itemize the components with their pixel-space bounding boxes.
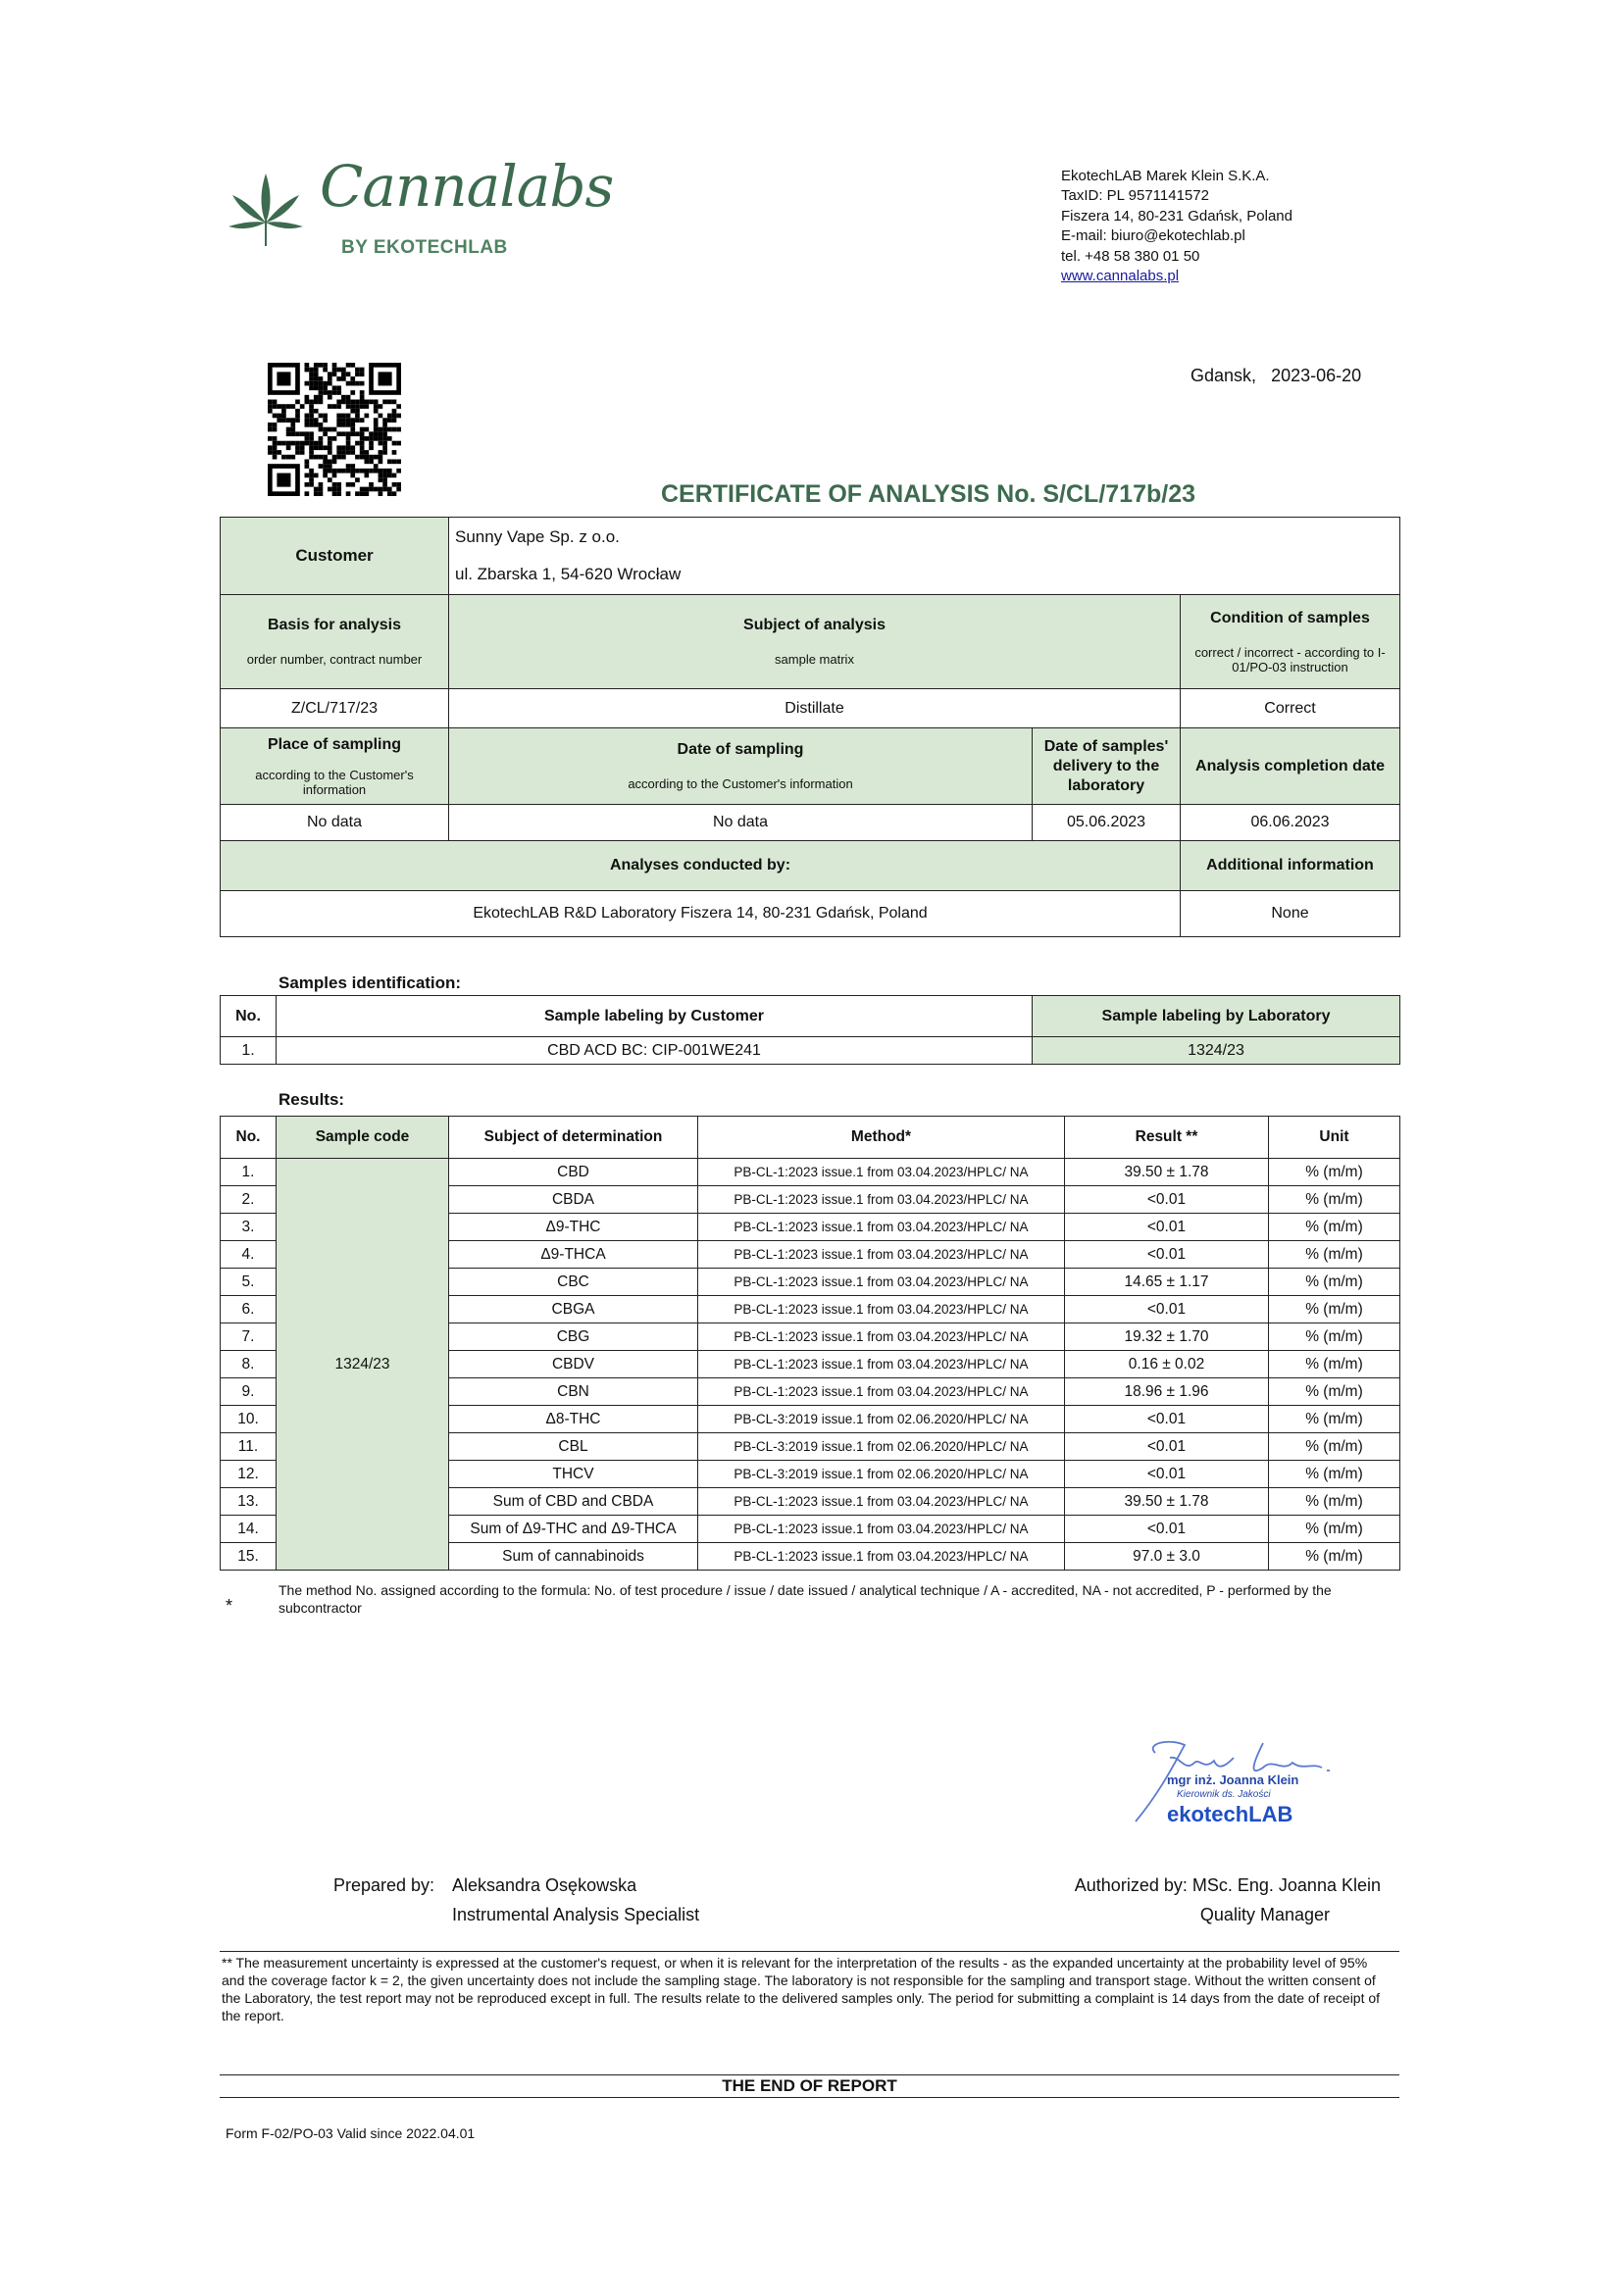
authorized-name: MSc. Eng. Joanna Klein	[1191, 1875, 1381, 1895]
completion-label: Analysis completion date	[1181, 728, 1400, 805]
company-tax-id: TaxID: PL 9571141572	[1061, 187, 1209, 205]
condition-value: Correct	[1181, 689, 1400, 728]
basis-sub: order number, contract number	[246, 652, 423, 667]
place-header	[221, 728, 449, 805]
result-value: <0.01	[1065, 1461, 1269, 1488]
result-subject: CBG	[449, 1323, 698, 1351]
result-unit: % (m/m)	[1269, 1351, 1400, 1378]
results-header-sample-code: Sample code	[277, 1117, 449, 1159]
result-unit: % (m/m)	[1269, 1296, 1400, 1323]
results-header-method: Method*	[698, 1117, 1065, 1159]
result-value: <0.01	[1065, 1186, 1269, 1214]
result-unit: % (m/m)	[1269, 1241, 1400, 1269]
basis-value: Z/CL/717/23	[221, 689, 449, 728]
result-value: <0.01	[1065, 1296, 1269, 1323]
result-unit: % (m/m)	[1269, 1433, 1400, 1461]
results-header-no: No.	[221, 1117, 277, 1159]
company-website-link[interactable]: www.cannalabs.pl	[1061, 268, 1180, 285]
basis-label: Basis for analysis	[267, 617, 402, 633]
date-sampling-sub: according to the Customer's information	[628, 776, 853, 791]
info-table	[220, 517, 1400, 937]
result-subject: CBDA	[449, 1186, 698, 1214]
result-no: 15.	[221, 1543, 277, 1571]
result-unit: % (m/m)	[1269, 1543, 1400, 1571]
result-subject: CBD	[449, 1159, 698, 1186]
result-no: 13.	[221, 1488, 277, 1516]
result-method: PB-CL-1:2023 issue.1 from 03.04.2023/HPLC/ NA	[698, 1241, 1065, 1269]
result-method: PB-CL-3:2019 issue.1 from 02.06.2020/HPLC/ NA	[698, 1406, 1065, 1433]
date-sampling-header	[449, 728, 1033, 805]
result-no: 10.	[221, 1406, 277, 1433]
results-header-unit: Unit	[1269, 1117, 1400, 1159]
result-no: 1.	[221, 1159, 277, 1186]
prepared-by	[333, 1871, 699, 1929]
divider	[220, 2074, 1399, 2075]
date: 2023-06-20	[1271, 366, 1362, 385]
divider	[220, 1951, 1399, 1952]
result-subject: Sum of Δ9-THC and Δ9-THCA	[449, 1516, 698, 1543]
result-no: 2.	[221, 1186, 277, 1214]
result-unit: % (m/m)	[1269, 1406, 1400, 1433]
samples-header-lab: Sample labeling by Laboratory	[1033, 996, 1400, 1037]
subject-label: Subject of analysis	[743, 617, 886, 633]
result-method: PB-CL-1:2023 issue.1 from 03.04.2023/HPLC/ NA	[698, 1378, 1065, 1406]
samples-header-customer: Sample labeling by Customer	[277, 996, 1033, 1037]
samples-heading: Samples identification:	[279, 973, 462, 992]
result-subject: THCV	[449, 1461, 698, 1488]
result-method: PB-CL-1:2023 issue.1 from 03.04.2023/HPLC/ NA	[698, 1351, 1065, 1378]
prepared-name: Aleksandra Osękowska	[452, 1875, 637, 1895]
cannabis-leaf-icon	[227, 172, 305, 250]
place-label: Place of sampling	[267, 735, 402, 753]
result-value: 0.16 ± 0.02	[1065, 1351, 1269, 1378]
condition-header	[1181, 595, 1400, 689]
result-unit: % (m/m)	[1269, 1186, 1400, 1214]
signature-stamp	[1126, 1733, 1381, 1841]
result-method: PB-CL-1:2023 issue.1 from 03.04.2023/HPLC/ NA	[698, 1488, 1065, 1516]
authorized-label: Authorized by:	[1074, 1875, 1188, 1895]
table-row	[221, 1159, 1400, 1186]
subject-value: Distillate	[449, 689, 1181, 728]
result-method: PB-CL-1:2023 issue.1 from 03.04.2023/HPLC/ NA	[698, 1269, 1065, 1296]
result-unit: % (m/m)	[1269, 1516, 1400, 1543]
company-address: Fiszera 14, 80-231 Gdańsk, Poland	[1061, 207, 1292, 225]
method-footnote: The method No. assigned according to the formula: No. of test procedure / issue / date issued / analytical technique / A - accredited, NA - not accredited, P - performed by the subcontractor	[279, 1582, 1332, 1616]
result-method: PB-CL-1:2023 issue.1 from 03.04.2023/HPLC/ NA	[698, 1214, 1065, 1241]
result-subject: Sum of cannabinoids	[449, 1543, 698, 1571]
result-subject: Sum of CBD and CBDA	[449, 1488, 698, 1516]
result-subject: CBDV	[449, 1351, 698, 1378]
result-subject: CBL	[449, 1433, 698, 1461]
results-header-result: Result **	[1065, 1117, 1269, 1159]
result-method: PB-CL-1:2023 issue.1 from 03.04.2023/HPLC/ NA	[698, 1159, 1065, 1186]
result-no: 3.	[221, 1214, 277, 1241]
result-value: <0.01	[1065, 1241, 1269, 1269]
customer-name: Sunny Vape Sp. z o.o.	[455, 527, 620, 546]
result-value: 19.32 ± 1.70	[1065, 1323, 1269, 1351]
result-no: 4.	[221, 1241, 277, 1269]
result-unit: % (m/m)	[1269, 1323, 1400, 1351]
result-value: 97.0 ± 3.0	[1065, 1543, 1269, 1571]
qr-code	[268, 363, 401, 496]
date-sampling-label: Date of sampling	[677, 741, 804, 758]
prepared-role: Instrumental Analysis Specialist	[452, 1905, 700, 1924]
samples-header-no: No.	[221, 996, 277, 1037]
company-email: E-mail: biuro@ekotechlab.pl	[1061, 227, 1245, 245]
sample-customer-label: CBD ACD BC: CIP-001WE241	[277, 1037, 1033, 1065]
company-address-block	[1061, 167, 1292, 286]
uncertainty-disclaimer: ** The measurement uncertainty is expressed at the customer's request, or when it is relevant for the interpretation of the results - as the expanded uncertainty at the probability level of 95% and the coverage factor k = 2, the given uncertainty does not include the sampling stage. The laboratory is not responsible for the sampling and transport stage. Without the written consent of the Laboratory, the test report may not be reproduced except in full. The results relate to the delivered samples only. The period for submitting a complaint is 14 days from the date of receipt of the report.	[222, 1955, 1381, 2023]
subject-sub: sample matrix	[775, 652, 854, 667]
stamp-brand: ekotechLAB	[1167, 1802, 1293, 1826]
result-method: PB-CL-1:2023 issue.1 from 03.04.2023/HPLC/ NA	[698, 1543, 1065, 1571]
result-value: 39.50 ± 1.78	[1065, 1488, 1269, 1516]
result-subject: CBC	[449, 1269, 698, 1296]
result-subject: Δ9-THCA	[449, 1241, 698, 1269]
method-footnote-mark: *	[226, 1596, 233, 1616]
result-subject: Δ9-THC	[449, 1214, 698, 1241]
result-no: 5.	[221, 1269, 277, 1296]
result-value: 39.50 ± 1.78	[1065, 1159, 1269, 1186]
result-unit: % (m/m)	[1269, 1378, 1400, 1406]
results-table	[220, 1116, 1400, 1571]
samples-table	[220, 995, 1400, 1065]
result-subject: Δ8-THC	[449, 1406, 698, 1433]
result-value: <0.01	[1065, 1214, 1269, 1241]
place: Gdansk,	[1190, 366, 1257, 385]
result-no: 12.	[221, 1461, 277, 1488]
company-name: EkotechLAB Marek Klein S.K.A.	[1061, 168, 1270, 184]
place-sub: according to the Customer's information	[255, 767, 414, 797]
result-no: 7.	[221, 1323, 277, 1351]
results-heading: Results:	[279, 1090, 345, 1109]
certificate-title: CERTIFICATE OF ANALYSIS No. S/CL/717b/23	[661, 480, 1195, 508]
cannalabs-logo	[227, 153, 614, 270]
prepared-label: Prepared by:	[333, 1875, 435, 1895]
result-unit: % (m/m)	[1269, 1461, 1400, 1488]
divider	[220, 2097, 1399, 2098]
subject-header	[449, 595, 1181, 689]
company-phone: tel. +48 58 380 01 50	[1061, 247, 1200, 265]
authorized-by	[1075, 1871, 1381, 1929]
result-subject: CBN	[449, 1378, 698, 1406]
result-no: 8.	[221, 1351, 277, 1378]
sample-no: 1.	[221, 1037, 277, 1065]
additional-value: None	[1181, 891, 1400, 937]
basis-header	[221, 595, 449, 689]
date-sampling-value: No data	[449, 805, 1033, 841]
end-of-report: THE END OF REPORT	[722, 2076, 897, 2095]
result-value: <0.01	[1065, 1433, 1269, 1461]
result-unit: % (m/m)	[1269, 1159, 1400, 1186]
place-date	[1190, 366, 1361, 386]
result-value: <0.01	[1065, 1406, 1269, 1433]
result-no: 9.	[221, 1378, 277, 1406]
result-method: PB-CL-1:2023 issue.1 from 03.04.2023/HPLC/ NA	[698, 1296, 1065, 1323]
form-label: Form F-02/PO-03 Valid since 2022.04.01	[226, 2125, 476, 2141]
result-method: PB-CL-3:2019 issue.1 from 02.06.2020/HPLC/ NA	[698, 1433, 1065, 1461]
place-value: No data	[221, 805, 449, 841]
results-header-subject: Subject of determination	[449, 1117, 698, 1159]
stamp-name: mgr inż. Joanna Klein	[1167, 1772, 1299, 1787]
result-method: PB-CL-1:2023 issue.1 from 03.04.2023/HPLC/ NA	[698, 1516, 1065, 1543]
result-value: 18.96 ± 1.96	[1065, 1378, 1269, 1406]
result-method: PB-CL-1:2023 issue.1 from 03.04.2023/HPLC/ NA	[698, 1186, 1065, 1214]
condition-label: Condition of samples	[1210, 609, 1370, 626]
delivery-label: Date of samples' delivery to the laboratory	[1033, 728, 1181, 805]
result-value: 14.65 ± 1.17	[1065, 1269, 1269, 1296]
conducted-label: Analyses conducted by:	[221, 841, 1181, 891]
table-row	[221, 1037, 1400, 1065]
completion-value: 06.06.2023	[1181, 805, 1400, 841]
result-subject: CBGA	[449, 1296, 698, 1323]
result-no: 14.	[221, 1516, 277, 1543]
result-unit: % (m/m)	[1269, 1488, 1400, 1516]
logo-tagline: BY EKOTECHLAB	[341, 237, 508, 258]
result-method: PB-CL-1:2023 issue.1 from 03.04.2023/HPLC/ NA	[698, 1323, 1065, 1351]
result-no: 11.	[221, 1433, 277, 1461]
result-method: PB-CL-3:2019 issue.1 from 02.06.2020/HPLC/ NA	[698, 1461, 1065, 1488]
customer-cell	[449, 518, 1400, 595]
result-no: 6.	[221, 1296, 277, 1323]
stamp-role: Kierownik ds. Jakości	[1177, 1789, 1271, 1800]
sample-lab-label: 1324/23	[1033, 1037, 1400, 1065]
logo-wordmark: Cannalabs	[320, 153, 614, 220]
result-unit: % (m/m)	[1269, 1269, 1400, 1296]
conducted-value: EkotechLAB R&D Laboratory Fiszera 14, 80-231 Gdańsk, Poland	[221, 891, 1181, 937]
additional-label: Additional information	[1181, 841, 1400, 891]
authorized-role: Quality Manager	[1199, 1905, 1330, 1924]
delivery-value: 05.06.2023	[1033, 805, 1181, 841]
condition-sub: correct / incorrect - according to I-01/PO-03 instruction	[1194, 644, 1386, 674]
customer-label: Customer	[221, 518, 449, 595]
result-value: <0.01	[1065, 1516, 1269, 1543]
result-sample-code: 1324/23	[277, 1159, 449, 1571]
customer-address: ul. Zbarska 1, 54-620 Wrocław	[455, 565, 682, 583]
result-unit: % (m/m)	[1269, 1214, 1400, 1241]
